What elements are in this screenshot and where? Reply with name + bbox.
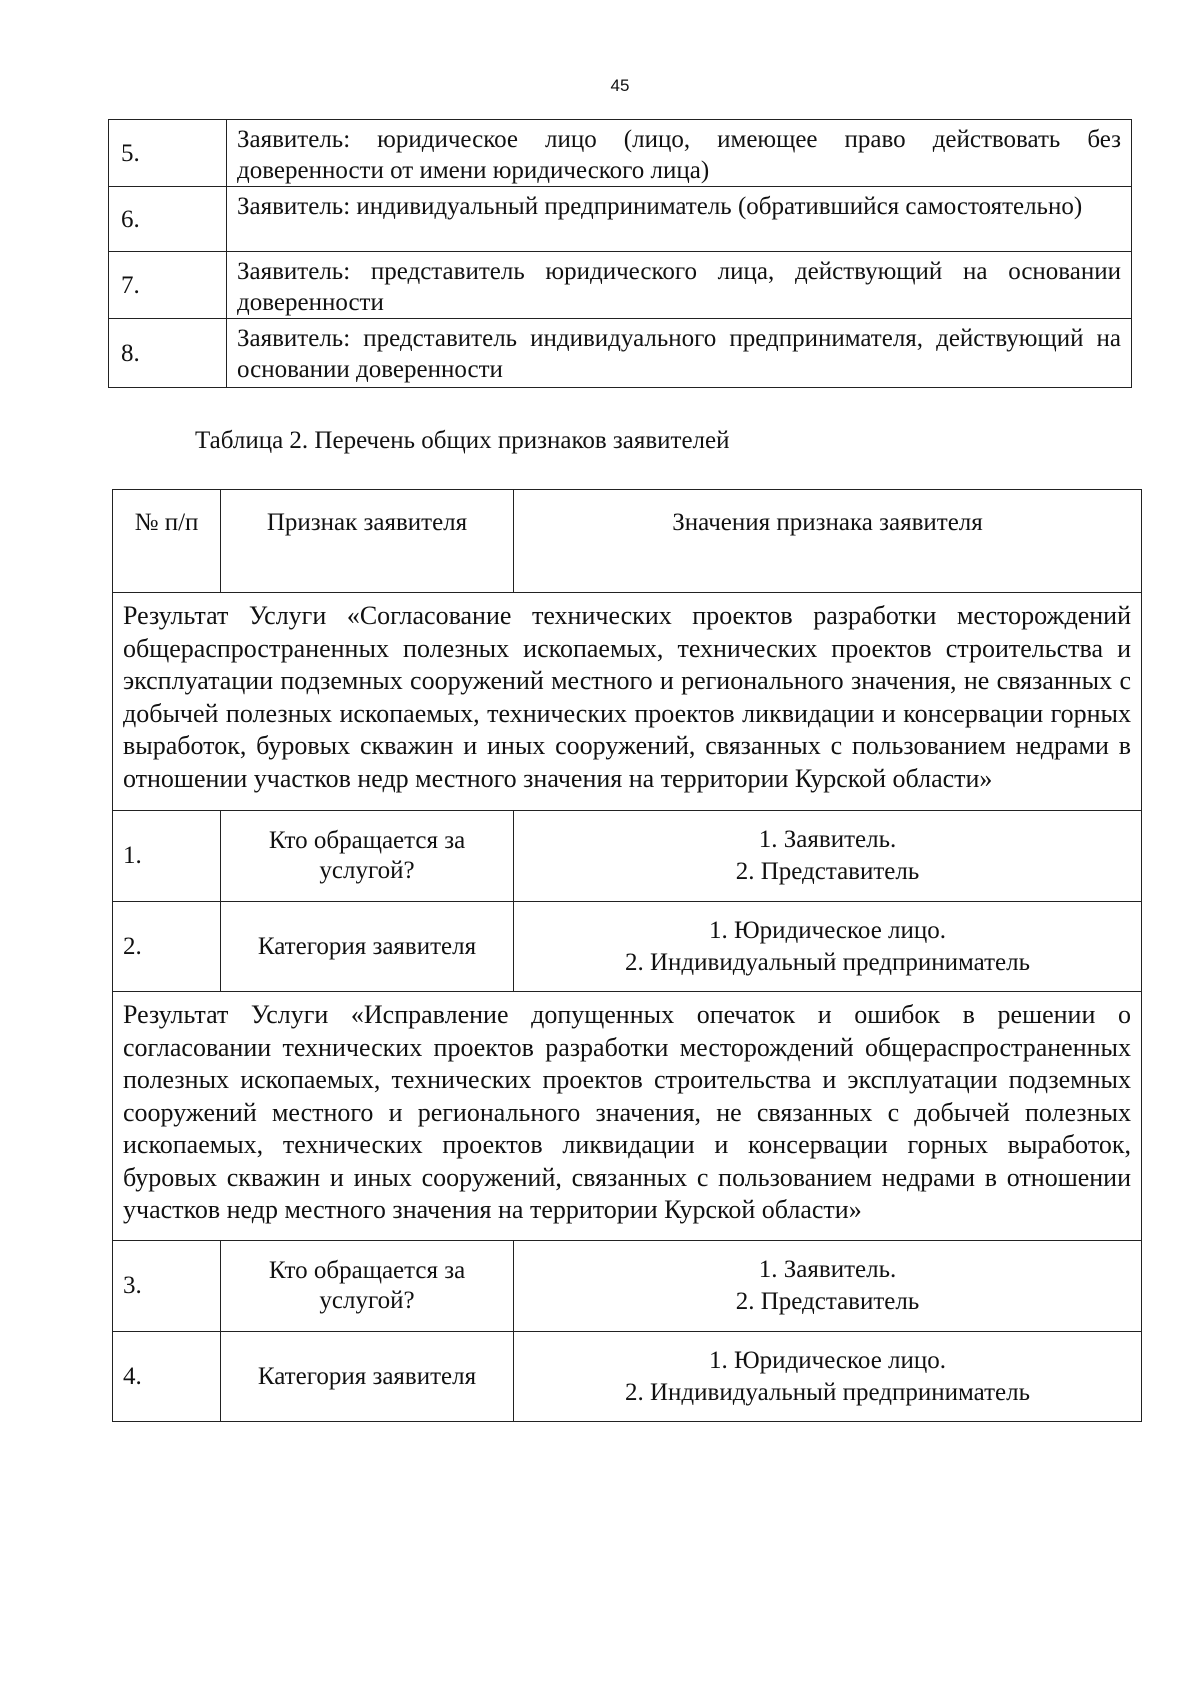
sign-name: Кто обращается за услугой? (221, 1241, 514, 1332)
sign-value: 2. Индивидуальный предприниматель (625, 948, 1030, 976)
row-description: Заявитель: индивидуальный предприниматель (обратившийся самостоятельно) (227, 187, 1132, 252)
sign-value: 1. Юридическое лицо. (708, 1346, 947, 1374)
table-row (109, 120, 1132, 187)
table-row (109, 187, 1132, 252)
sign-values (514, 1241, 1142, 1332)
sign-value: 1. Заявитель. (758, 1256, 897, 1283)
table-row (113, 811, 1142, 902)
applicant-signs-table (112, 489, 1142, 1422)
table-row (113, 902, 1142, 992)
header-number: № п/п (113, 490, 221, 593)
sign-value: 2. Представитель (735, 858, 920, 885)
sign-value: 1. Юридическое лицо. (708, 916, 947, 944)
sign-values (514, 902, 1142, 992)
sign-value: 1. Заявитель. (758, 826, 897, 853)
row-number: 7. (109, 252, 227, 319)
row-number: 4. (113, 1332, 221, 1422)
sign-name: Кто обращается за услугой? (221, 811, 514, 902)
table-caption: Таблица 2. Перечень общих признаков заявителей (195, 427, 730, 454)
sign-value: 2. Индивидуальный предприниматель (625, 1378, 1030, 1406)
sign-name: Категория заявителя (221, 902, 514, 992)
row-number: 1. (113, 811, 221, 902)
header-values: Значения признака заявителя (514, 490, 1142, 593)
applicant-variants-table (108, 119, 1132, 388)
table-row (109, 252, 1132, 319)
row-description: Заявитель: представитель юридического лица, действующий на основании доверенности (227, 252, 1132, 319)
row-number: 8. (109, 319, 227, 388)
table-row (113, 1332, 1142, 1422)
row-number: 6. (109, 187, 227, 252)
row-description: Заявитель: представитель индивидуального предпринимателя, действующий на основании доверенности (227, 319, 1132, 388)
section-row (113, 593, 1142, 811)
row-description: Заявитель: юридическое лицо (лицо, имеющее право действовать без доверенности от имени юридического лица) (227, 120, 1132, 187)
page-number: 45 (610, 76, 630, 95)
sign-name: Категория заявителя (221, 1332, 514, 1422)
table-header-row (113, 490, 1142, 593)
service-result-section: Результат Услуги «Исправление допущенных опечаток и ошибок в решении о согласовании технических проектов разработки месторождений общераспространенных полезных ископаемых, технических проектов строительства и эксплуатации подземных сооружений местного и регионального значения, не связанных с добычей полезных ископаемых, технических проектов ликвидации и консервации горных выработок, буровых скважин и иных сооружений, связанных с пользованием недрами в отношении участков недр местного значения на территории Курской области» (113, 992, 1142, 1241)
table-row (109, 319, 1132, 388)
table-row (113, 1241, 1142, 1332)
row-number: 3. (113, 1241, 221, 1332)
header-sign: Признак заявителя (221, 490, 514, 593)
row-number: 5. (109, 120, 227, 187)
service-result-section: Результат Услуги «Согласование технических проектов разработки месторождений общераспространенных полезных ископаемых, технических проектов строительства и эксплуатации подземных сооружений местного и регионального значения, не связанных с добычей полезных ископаемых, технических проектов ликвидации и консервации горных выработок, буровых скважин и иных сооружений, связанных с пользованием недрами в отношении участков недр местного значения на территории Курской области» (113, 593, 1142, 811)
row-number: 2. (113, 902, 221, 992)
sign-values (514, 1332, 1142, 1422)
section-row (113, 992, 1142, 1241)
sign-values (514, 811, 1142, 902)
sign-value: 2. Представитель (735, 1288, 920, 1315)
